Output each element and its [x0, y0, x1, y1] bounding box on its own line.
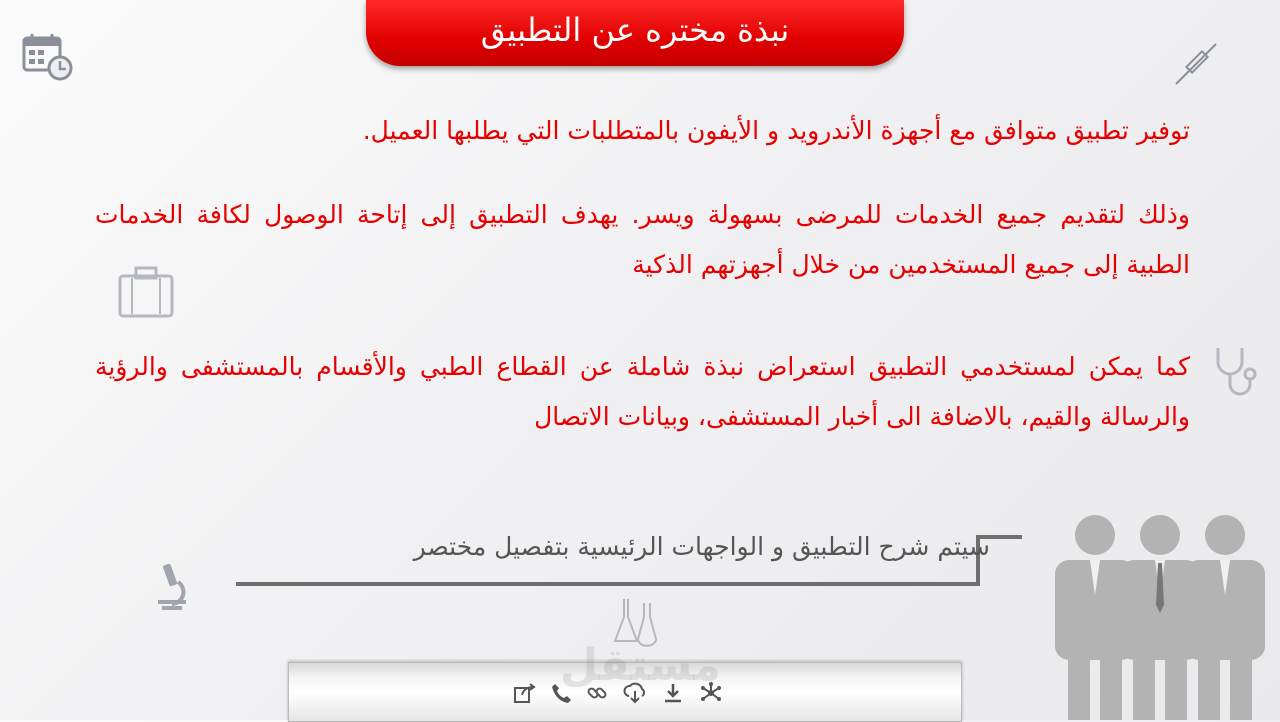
people-icon: [1040, 515, 1280, 720]
calendar-icon: [22, 32, 74, 82]
stethoscope-icon: [1212, 344, 1262, 402]
syringe-icon: [1170, 40, 1220, 90]
share-icon[interactable]: [511, 679, 539, 707]
page-title: نبذة مختره عن التطبيق: [366, 0, 904, 66]
intro-paragraph-3: كما يمكن لمستخدمي التطبيق استعراض نبذة شاملة عن القطاع الطبي والأقسام بالمستشفى والرؤية والرسالة والقيم، بالاضافة الى أخبار المستشفى، وبيانات الاتصال: [95, 352, 1190, 431]
intro-paragraph-2: وذلك لتقديم جميع الخدمات للمرضى بسهولة ويسر. يهدف التطبيق إلى إتاحة الوصول لكافة الخدمات الطبية إلى جميع المستخدمين من خلال أجهزتهم الذكية: [95, 200, 1190, 279]
microscope-icon: [150, 562, 192, 612]
bottom-note: سيتم شرح التطبيق و الواجهات الرئيسية بتفصيل مختصر: [413, 532, 990, 561]
intro-paragraph-1: توفير تطبيق متوافق مع أجهزة الأندرويد و الأيفون بالمتطلبات التي يطلبها العميل.: [362, 116, 1190, 145]
watermark-logo: مستقل: [560, 640, 721, 691]
